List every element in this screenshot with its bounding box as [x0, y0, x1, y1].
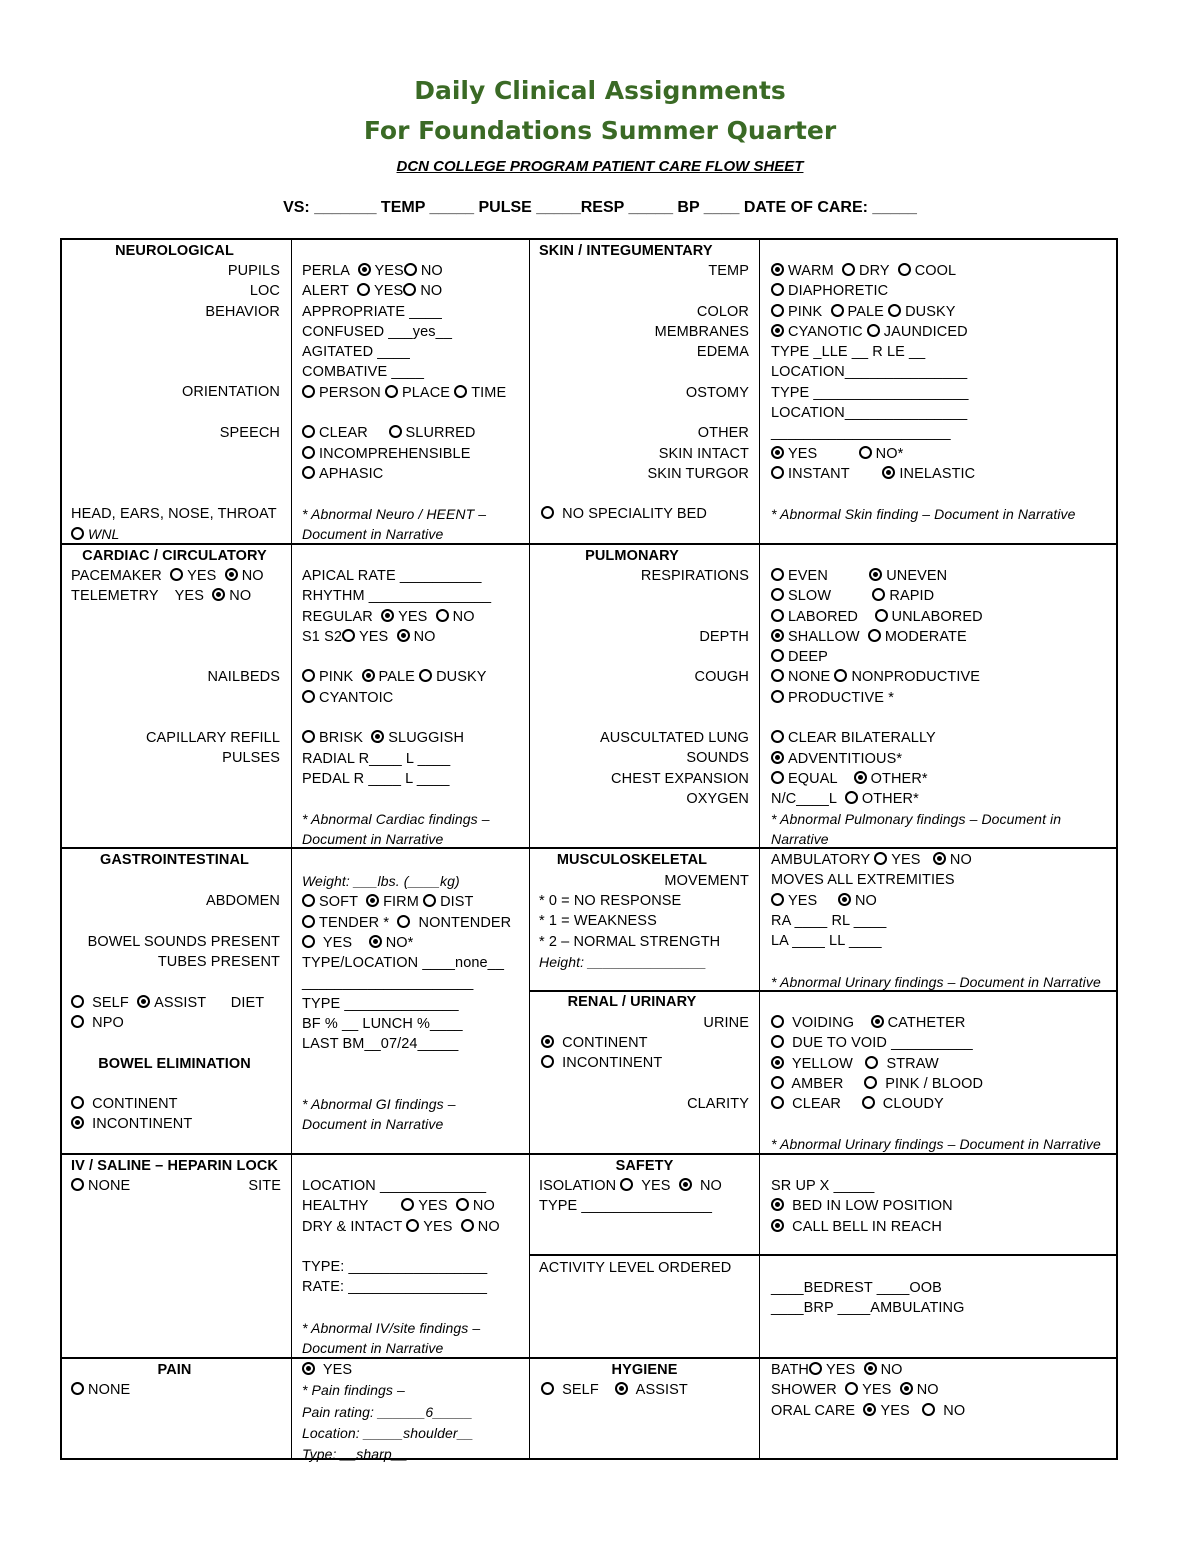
neuro-heading: NEUROLOGICAL: [115, 243, 234, 259]
vital-signs-line: VS: _______ TEMP _____ PULSE _____RESP _____ BP ____ DATE OF CARE: _____: [283, 199, 917, 216]
cap-refill-labels: CAPILLARY REFILL PULSES: [145, 730, 280, 767]
uneven-radio[interactable]: [869, 568, 882, 581]
skin-labels: TEMP COLOR MEMBRANES EDEMA OSTOMY OTHER SKIN INTACT SKIN TURGOR: [647, 263, 749, 482]
divider: [62, 1357, 1116, 1359]
yellow-radio[interactable]: [771, 1056, 784, 1069]
bowel-elimination-options: CONTINENT INCONTINENT: [71, 1094, 192, 1135]
abdomen-dist-radio[interactable]: [423, 894, 436, 907]
skin-note: * Abnormal Skin finding – Document in Narrative: [771, 506, 1076, 522]
hygiene-self-radio[interactable]: [541, 1382, 554, 1395]
nailbed-dusky-radio[interactable]: [419, 669, 432, 682]
pink-blood-radio[interactable]: [864, 1076, 877, 1089]
amber-radio[interactable]: [771, 1076, 784, 1089]
bowel-tubes-labels: BOWEL SOUNDS PRESENT TUBES PRESENT: [87, 934, 280, 971]
renal-heading: RENAL / URINARY: [567, 994, 697, 1010]
respirations-label: RESPIRATIONS: [640, 568, 749, 584]
color-pale-radio[interactable]: [831, 304, 844, 317]
perla-yes-radio[interactable]: [358, 263, 371, 276]
bed-low-radio[interactable]: [771, 1198, 784, 1211]
hygiene-assist-radio[interactable]: [615, 1382, 628, 1395]
pain-none-row: NONE: [71, 1380, 130, 1400]
oxygen-other-radio[interactable]: [845, 791, 858, 804]
telemetry-no-radio[interactable]: [212, 588, 225, 601]
nontender-radio[interactable]: [397, 915, 410, 928]
person-radio[interactable]: [302, 385, 315, 398]
cough-label: COUGH: [694, 669, 749, 685]
alert-no-radio[interactable]: [403, 283, 416, 296]
turgor-inelastic-radio[interactable]: [882, 466, 895, 479]
shower-no-radio[interactable]: [900, 1382, 913, 1395]
dry-intact-yes-radio[interactable]: [406, 1219, 419, 1232]
clear-bilaterally-radio[interactable]: [771, 730, 784, 743]
pulmonary-values: EVEN UNEVEN SLOW RAPID LABORED UNLABORED SHALLOW MODERATE DEEP NONE NONPRODUCTIVE PRODUCTIVE * CLEAR BILATERALLY ADVENTITIOUS* EQUAL OTHER* N/C____L OTHER*: [771, 568, 983, 808]
gi-heading: GASTROINTESTINAL: [99, 852, 249, 868]
cardiac-values: APICAL RATE __________ RHYTHM _______________ REGULAR YES NO S1 S2 YES NO PINK PALE DUSKY CYANTOIC BRISK SLUGGISH RADIAL R____ L ____ PEDAL R ____ L ____: [302, 568, 492, 787]
skin-heading: SKIN / INTEGUMENTARY: [539, 243, 713, 259]
urinary-continent-radio[interactable]: [541, 1035, 554, 1048]
regular-yes-radio[interactable]: [381, 609, 394, 622]
skin-intact-yes-radio[interactable]: [771, 446, 784, 459]
bowel-elimination-heading: BOWEL ELIMINATION: [98, 1056, 251, 1072]
diet-self-radio[interactable]: [71, 995, 84, 1008]
divider: [291, 240, 292, 1458]
oral-care-no-radio[interactable]: [922, 1403, 935, 1416]
cardiac-devices: PACEMAKER YES NO TELEMETRY YES NO: [71, 568, 264, 605]
s1s2-yes-radio[interactable]: [342, 629, 355, 642]
renal-note: * Abnormal Urinary findings – Document in Narrative: [771, 1136, 1101, 1152]
alert-yes-radio[interactable]: [357, 283, 370, 296]
jaundiced-radio[interactable]: [867, 324, 880, 337]
ambulatory-yes-radio[interactable]: [874, 852, 887, 865]
moves-no-radio[interactable]: [838, 893, 851, 906]
slow-radio[interactable]: [771, 588, 784, 601]
healthy-yes-radio[interactable]: [401, 1198, 414, 1211]
shower-yes-radio[interactable]: [845, 1382, 858, 1395]
abdomen-label: ABDOMEN: [205, 893, 280, 909]
bowel-sounds-yes-radio[interactable]: [302, 935, 315, 948]
npo-radio[interactable]: [71, 1015, 84, 1028]
speech-label: SPEECH: [219, 425, 280, 441]
heent-label: HEAD, EARS, NOSE, THROAT WNL: [71, 506, 277, 543]
pain-none-radio[interactable]: [71, 1382, 84, 1395]
isolation-no-radio[interactable]: [679, 1178, 692, 1191]
equal-radio[interactable]: [771, 771, 784, 784]
bowel-incontinent-radio[interactable]: [71, 1116, 84, 1129]
productive-radio[interactable]: [771, 690, 784, 703]
hygiene-options: SELF ASSIST: [541, 1380, 688, 1400]
movement-label: MOVEMENT: [664, 873, 749, 889]
iv-heading: IV / SALINE – HEPARIN LOCK: [71, 1158, 278, 1174]
pain-yes-radio[interactable]: [302, 1362, 315, 1375]
nailbed-cyantoic-radio[interactable]: [302, 690, 315, 703]
renal-values: VOIDING CATHETER DUE TO VOID __________ YELLOW STRAW AMBER PINK / BLOOD CLEAR CLOUDY: [771, 1013, 983, 1114]
gi-values: Weight: ___lbs. (____kg) SOFT FIRM DIST TENDER * NONTENDER YES NO* TYPE/LOCATION ____none__ _____________________ TYPE ______________ BF % __ LUNCH %____ LAST BM__07/24_____: [302, 873, 512, 1053]
even-radio[interactable]: [771, 568, 784, 581]
nailbeds-label: NAILBEDS: [207, 669, 280, 685]
dry-radio[interactable]: [842, 263, 855, 276]
refill-brisk-radio[interactable]: [302, 730, 315, 743]
clarity-label: CLARITY: [687, 1096, 749, 1112]
perla-no-radio[interactable]: [404, 263, 417, 276]
moderate-radio[interactable]: [868, 629, 881, 642]
shallow-radio[interactable]: [771, 629, 784, 642]
iv-none-row: NONE SITE: [71, 1176, 281, 1196]
urine-label: URINE: [703, 1015, 749, 1031]
pain-values: YES * Pain findings – Pain rating: ______6_____ Location: _____shoulder__ Type: __sharp__: [302, 1362, 474, 1463]
pulmonary-note: * Abnormal Pulmonary findings – Document in Narrative: [771, 811, 1062, 848]
place-radio[interactable]: [385, 385, 398, 398]
hygiene-heading: HYGIENE: [611, 1362, 678, 1378]
pacemaker-no-radio[interactable]: [225, 568, 238, 581]
iv-note: * Abnormal IV/site findings – Document in Narrative: [302, 1320, 481, 1357]
isolation-row: ISOLATION YES NO TYPE ________________: [539, 1178, 722, 1215]
isolation-yes-radio[interactable]: [620, 1178, 633, 1191]
depth-label: DEPTH: [699, 629, 749, 645]
color-pink-radio[interactable]: [771, 304, 784, 317]
warm-radio[interactable]: [771, 263, 784, 276]
time-radio[interactable]: [454, 385, 467, 398]
page-subtitle: For Foundations Summer Quarter: [363, 116, 837, 145]
hygiene-values: BATH YES NO SHOWER YES NO ORAL CARE YES NO: [771, 1362, 966, 1419]
gi-note: * Abnormal GI findings – Document in Narrative: [302, 1096, 456, 1133]
urinary-incontinent-radio[interactable]: [541, 1055, 554, 1068]
labored-radio[interactable]: [771, 609, 784, 622]
lung-labels: AUSCULTATED LUNG SOUNDS CHEST EXPANSION OXYGEN: [599, 730, 749, 807]
speciality-bed-radio[interactable]: [541, 506, 554, 519]
divider: [759, 240, 760, 1458]
divider: [529, 1254, 1116, 1256]
unlabored-radio[interactable]: [875, 609, 888, 622]
musculo-heading: MUSCULOSKELETAL: [556, 852, 708, 868]
turgor-instant-radio[interactable]: [771, 466, 784, 479]
skin-intact-no-radio[interactable]: [859, 446, 872, 459]
cardiac-heading: CARDIAC / CIRCULATORY: [82, 548, 267, 564]
voiding-radio[interactable]: [771, 1015, 784, 1028]
iv-none-radio[interactable]: [71, 1178, 84, 1191]
activity-level-label: ACTIVITY LEVEL ORDERED: [539, 1260, 732, 1276]
cardiac-note: * Abnormal Cardiac findings – Document in Narrative: [302, 811, 490, 848]
speciality-bed-row: NO SPECIALITY BED: [541, 504, 707, 524]
strength-scale: * 0 = NO RESPONSE * 1 = WEAKNESS * 2 – NORMAL STRENGTH Height: _______________: [539, 893, 721, 970]
bowel-continent-radio[interactable]: [71, 1096, 84, 1109]
speech-aphasic-radio[interactable]: [302, 466, 315, 479]
nonproductive-radio[interactable]: [834, 669, 847, 682]
nailbed-pale-radio[interactable]: [362, 669, 375, 682]
safety-values: SR UP X _____ BED IN LOW POSITION CALL BELL IN REACH: [771, 1178, 953, 1235]
healthy-no-radio[interactable]: [456, 1198, 469, 1211]
s1s2-no-radio[interactable]: [397, 629, 410, 642]
speech-clear-radio[interactable]: [302, 425, 315, 438]
clear-radio[interactable]: [771, 1096, 784, 1109]
neuro-note: * Abnormal Neuro / HEENT – Document in Narrative: [302, 506, 487, 543]
neuro-values: PERLA YES NO ALERT YES NO APPROPRIATE ____ CONFUSED ___yes__ AGITATED ____ COMBATIVE ____ PERSON PLACE TIME CLEAR SLURRED INCOMPREHENSIBLE APHASIC: [302, 263, 507, 482]
divider: [529, 240, 530, 1458]
speech-incomprehensible-radio[interactable]: [302, 446, 315, 459]
abdomen-soft-radio[interactable]: [302, 894, 315, 907]
renal-continence: CONTINENT INCONTINENT: [541, 1033, 662, 1074]
refill-sluggish-radio[interactable]: [371, 730, 384, 743]
speech-slurred-radio[interactable]: [389, 425, 402, 438]
activity-options: ____BEDREST ____OOB ____BRP ____AMBULATING: [771, 1280, 965, 1317]
catheter-radio[interactable]: [871, 1015, 884, 1028]
dry-intact-no-radio[interactable]: [461, 1219, 474, 1232]
ambulatory-no-radio[interactable]: [933, 852, 946, 865]
diet-row: SELF ASSIST DIET NPO: [71, 993, 281, 1034]
cool-radio[interactable]: [898, 263, 911, 276]
safety-heading: SAFETY: [615, 1158, 674, 1174]
cyanotic-radio[interactable]: [771, 324, 784, 337]
page-title: Daily Clinical Assignments: [414, 76, 786, 105]
diet-assist-radio[interactable]: [137, 995, 150, 1008]
musculo-note: * Abnormal Urinary findings – Document in Narrative: [771, 974, 1101, 990]
pulmonary-heading: PULMONARY: [585, 548, 679, 564]
cloudy-radio[interactable]: [862, 1096, 875, 1109]
due-to-void-radio[interactable]: [771, 1035, 784, 1048]
nailbed-pink-radio[interactable]: [302, 669, 315, 682]
pain-heading: PAIN: [157, 1362, 192, 1378]
cough-none-radio[interactable]: [771, 669, 784, 682]
form-title: DCN COLLEGE PROGRAM PATIENT CARE FLOW SHEET: [396, 158, 804, 175]
deep-radio[interactable]: [771, 649, 784, 662]
wnl-radio[interactable]: [71, 527, 84, 540]
regular-no-radio[interactable]: [436, 609, 449, 622]
expansion-other-radio[interactable]: [854, 771, 867, 784]
bowel-sounds-no-radio[interactable]: [369, 935, 382, 948]
moves-yes-radio[interactable]: [771, 893, 784, 906]
flow-sheet-grid: [60, 238, 1118, 1463]
abdomen-firm-radio[interactable]: [366, 894, 379, 907]
musculo-values: AMBULATORY YES NO MOVES ALL EXTREMITIES YES NO RA ____ RL ____ LA ____ LL ____: [771, 852, 972, 950]
color-dusky-radio[interactable]: [888, 304, 901, 317]
neuro-labels: PUPILS LOC BEHAVIOR: [205, 263, 280, 320]
adventitious-radio[interactable]: [771, 751, 784, 764]
pacemaker-yes-radio[interactable]: [170, 568, 183, 581]
skin-values: WARM DRY COOL DIAPHORETIC PINK PALE DUSKY CYANOTIC JAUNDICED TYPE _LLE __ R LE __ LOCATION_______________ TYPE ___________________ LOCATION_______________ ______________________ YES NO* INSTANT INELASTIC: [771, 263, 976, 482]
oral-care-yes-radio[interactable]: [863, 1403, 876, 1416]
bath-yes-radio[interactable]: [809, 1362, 822, 1375]
orientation-label: ORIENTATION: [181, 384, 280, 400]
bath-no-radio[interactable]: [864, 1362, 877, 1375]
rapid-radio[interactable]: [872, 588, 885, 601]
iv-values: LOCATION _____________ HEALTHY YES NO DRY & INTACT YES NO TYPE: _________________ RATE: _________________: [302, 1178, 500, 1296]
diaphoretic-radio[interactable]: [771, 283, 784, 296]
straw-radio[interactable]: [865, 1056, 878, 1069]
tender-radio[interactable]: [302, 915, 315, 928]
call-bell-radio[interactable]: [771, 1219, 784, 1232]
